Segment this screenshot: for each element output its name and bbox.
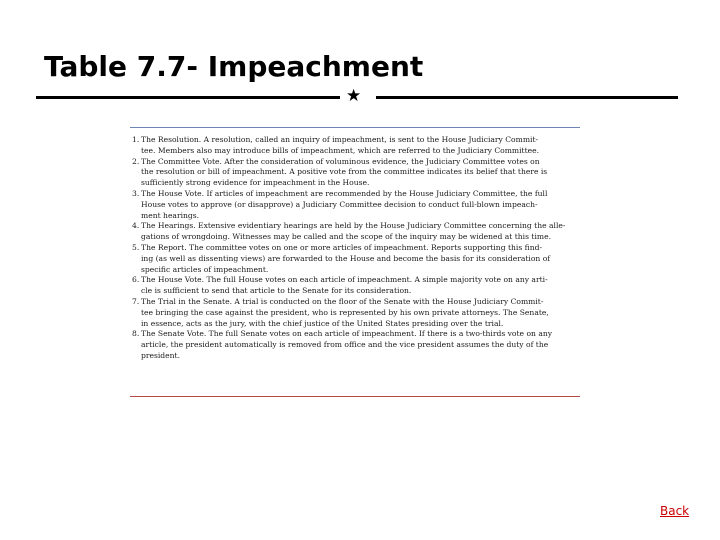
- step-text-line: The House Vote. The full House votes on each article of impeachment. A simple majority vote on any arti-: [141, 275, 548, 285]
- step-number: 2.: [132, 156, 140, 166]
- step-item: [132, 243, 578, 275]
- step-number: 1.: [132, 135, 140, 144]
- step-item: [132, 221, 578, 243]
- star-icon: ★: [346, 86, 362, 106]
- step-item: [132, 297, 578, 329]
- step-text-line: The House Vote. If articles of impeachment are recommended by the House Judiciary Committee, the full: [141, 188, 548, 198]
- step-text-line: tee. Members also may introduce bills of impeachment, which are referred to the Judiciary Committee.: [141, 145, 540, 155]
- step-text-line: cle is sufficient to send that article to the Senate for its consideration.: [141, 286, 412, 296]
- step-number: 6.: [132, 275, 140, 285]
- step-item: [132, 275, 578, 297]
- step-item: [132, 329, 578, 361]
- step-text-line: in essence, acts as the jury, with the chief justice of the United States presiding over the trial.: [141, 318, 504, 328]
- step-text-line: the resolution or bill of impeachment. A positive vote from the committee indicates its belief that there is: [141, 167, 548, 177]
- step-number: 3.: [132, 188, 140, 198]
- step-text-line: sufficiently strong evidence for impeachment in the House.: [141, 178, 370, 188]
- step-text-line: ment hearings.: [141, 210, 200, 220]
- impeachment-table: [130, 127, 580, 397]
- step-text-line: House votes to approve (or disapprove) a Judiciary Committee decision to conduct full-blown impeach-: [141, 199, 538, 209]
- step-text-line: specific articles of impeachment.: [141, 264, 269, 274]
- impeachment-steps-list: [132, 135, 578, 362]
- step-text-line: The Senate Vote. The full Senate votes on each article of impeachment. If there is a two-thirds vote on any: [141, 329, 553, 339]
- step-text-line: article, the president automatically is removed from office and the vice president assumes the duty of the: [141, 340, 549, 350]
- step-text-line: The Report. The committee votes on one or more articles of impeachment. Reports supporting this find-: [141, 242, 543, 252]
- step-text-line: The Resolution. A resolution, called an inquiry of impeachment, is sent to the House Judiciary Commit-: [141, 135, 539, 144]
- step-text-line: tee bringing the case against the president, who is represented by his own private attorneys. The Senate,: [141, 307, 549, 317]
- step-text-line: The Trial in the Senate. A trial is conducted on the floor of the Senate with the House Judiciary Commit-: [141, 296, 544, 306]
- step-text-line: ing (as well as dissenting views) are forwarded to the House and become the basis for its consideration of: [141, 253, 551, 263]
- step-number: 4.: [132, 221, 140, 231]
- back-link[interactable]: Back: [660, 504, 690, 518]
- step-text-line: The Committee Vote. After the consideration of voluminous evidence, the Judiciary Committee votes on: [141, 156, 540, 166]
- step-item: [132, 157, 578, 189]
- step-number: 7.: [132, 296, 140, 306]
- step-item: [132, 189, 578, 221]
- step-text-line: president.: [141, 350, 181, 360]
- title-divider-right: [376, 96, 678, 99]
- step-text-line: The Hearings. Extensive evidentiary hearings are held by the House Judiciary Committee concerning the alle-: [141, 221, 566, 231]
- title-divider-left: [36, 96, 340, 99]
- step-text-line: gations of wrongdoing. Witnesses may be called and the scope of the inquiry may be widened at this time.: [141, 232, 551, 242]
- step-number: 8.: [132, 329, 140, 339]
- step-number: 5.: [132, 242, 140, 252]
- step-item: [132, 135, 578, 157]
- slide-title: Table 7.7- Impeachment: [44, 50, 424, 83]
